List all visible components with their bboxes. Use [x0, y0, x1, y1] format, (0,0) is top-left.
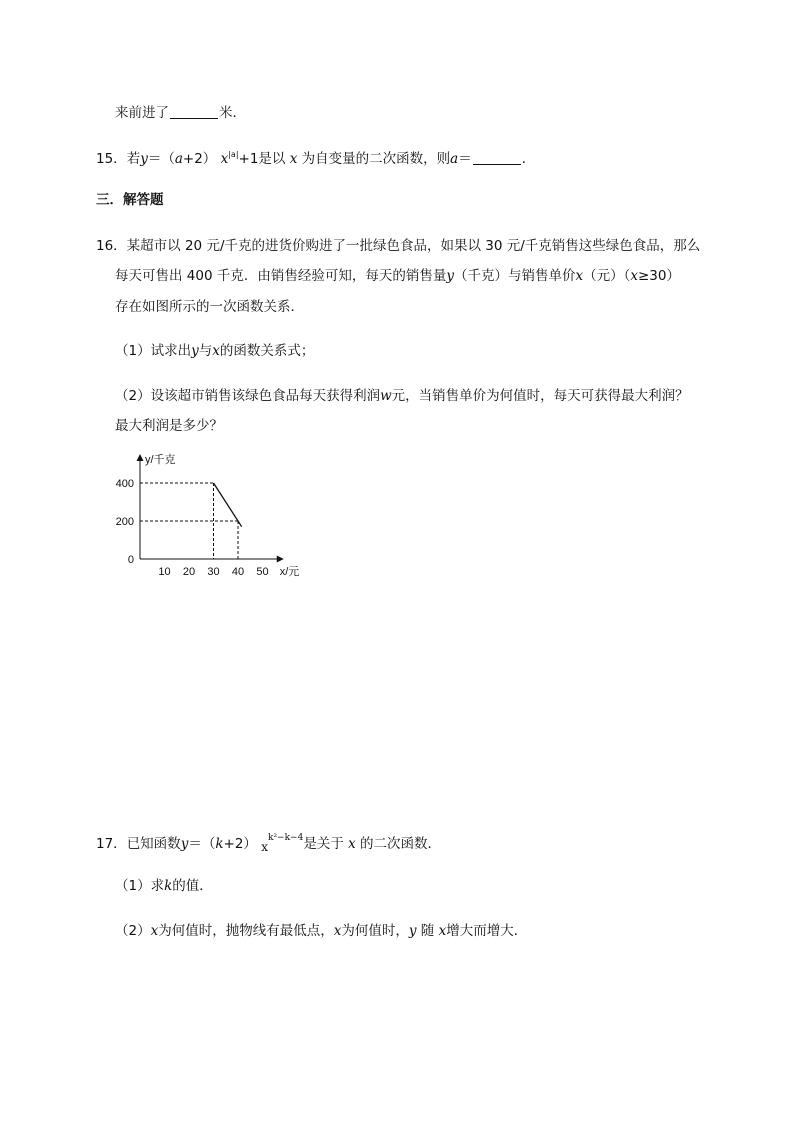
question-17: [96, 828, 441, 857]
q17-text: 是关于: [303, 836, 344, 852]
var-k: k: [164, 878, 173, 894]
var-x: x: [348, 836, 356, 852]
var-y: y: [408, 923, 417, 939]
exponent: |a|: [228, 150, 239, 159]
q17-text: （1）求: [115, 878, 165, 894]
x-tick-label: 10: [158, 566, 171, 578]
power-exponent: k²−k−4: [268, 833, 304, 843]
var-x: x: [575, 268, 584, 284]
q16-text: （2）设该超市销售该绿色食品每天获得利润: [115, 388, 381, 404]
question-number: 15．: [96, 151, 127, 167]
q16-text: ≥30）: [638, 268, 680, 284]
q14-text: 来前进了: [115, 105, 169, 121]
var-y: y: [140, 151, 148, 167]
answer-blank: [170, 104, 218, 119]
y-axis-arrow: [137, 454, 144, 461]
var-x: x: [220, 151, 229, 167]
y-tick-label: 0: [127, 554, 134, 566]
q15-text: +2）: [182, 151, 217, 167]
q16-text: （1）试求出: [115, 343, 192, 359]
var-x: x: [150, 923, 159, 939]
q16-sub-2-line-2: 最大利润是多少？: [115, 418, 223, 434]
q16-text: 的函数关系式；: [219, 343, 315, 359]
x-tick-label: 50: [256, 566, 269, 578]
q16-sub-1: [115, 341, 314, 361]
q15-text: 若: [126, 151, 141, 167]
q15-text: ．: [521, 151, 536, 167]
q17-text: 已知函数: [126, 836, 181, 852]
q16-line-2: [115, 266, 680, 286]
y-tick-label: 200: [115, 516, 134, 528]
x-tick-label: 30: [207, 566, 220, 578]
q16-text: 每天可售出 400 千克．由销售经验可知，每天的销售量: [115, 268, 447, 284]
var-x: x: [289, 151, 298, 167]
var-a: a: [174, 151, 183, 167]
q16-text: （元）（: [583, 268, 631, 284]
q17-sub-1: [115, 876, 213, 896]
var-x: x: [630, 268, 638, 284]
question-number: 17．: [96, 836, 127, 852]
q15-text: 是以: [258, 151, 286, 167]
q16-line-1: 16．某超市以 20 元/千克的进货价购进了一批绿色食品，如果以 30 元/千克销售这些绿色食品，那么: [96, 238, 701, 254]
q17-text: 为何值时，: [341, 923, 409, 939]
q15-text: 为自变量的二次函数，则: [301, 151, 451, 167]
var-y: y: [180, 836, 189, 852]
power-base: x: [261, 840, 268, 854]
q16-text: （千克）与销售单价: [454, 268, 576, 284]
q17-text: （2）: [115, 923, 151, 939]
q16-text: 元，当销售单价为何值时，每天可获得最大利润？: [391, 388, 689, 404]
question-15: [96, 145, 535, 169]
answer-blank: [473, 150, 521, 165]
q14-text-end: 米．: [219, 105, 246, 121]
x-tick-label: 40: [231, 566, 245, 578]
q17-text: 的二次函数．: [360, 836, 442, 852]
var-k: k: [215, 836, 224, 852]
q16-sub-2: [115, 386, 689, 406]
var-y: y: [446, 268, 454, 284]
var-x: x: [438, 923, 447, 939]
sales-chart: [100, 452, 310, 582]
q17-text: 为何值时，抛物线有最低点，: [158, 923, 334, 939]
var-x: x: [333, 923, 342, 939]
function-line: [214, 483, 242, 527]
q15-text: ＝: [458, 151, 472, 167]
var-y: y: [191, 343, 199, 359]
y-axis-label: y/千克: [145, 454, 176, 466]
q16-text: 与: [198, 343, 213, 359]
q17-sub-2: [115, 921, 527, 941]
var-a: a: [450, 151, 459, 167]
var-x: x: [212, 343, 220, 359]
q17-text: ＝（: [188, 836, 216, 852]
q17-text: 的值．: [172, 878, 213, 894]
x-axis-arrow: [277, 556, 284, 563]
q17-text: +2）: [223, 836, 257, 852]
q16-line-3: 存在如图所示的一次函数关系．: [115, 299, 304, 315]
section-heading: 三．解答题: [96, 192, 164, 208]
x-axis-label: x/元: [279, 566, 300, 578]
q17-text: 增大而增大．: [446, 923, 528, 939]
var-w: w: [380, 388, 392, 404]
q15-text: +1: [238, 151, 259, 167]
q14-tail-line: [115, 103, 246, 123]
q17-text: 随: [420, 923, 435, 939]
x-tick-label: 20: [182, 566, 196, 578]
y-tick-label: 400: [115, 478, 134, 490]
q15-text: ＝（: [147, 151, 175, 167]
